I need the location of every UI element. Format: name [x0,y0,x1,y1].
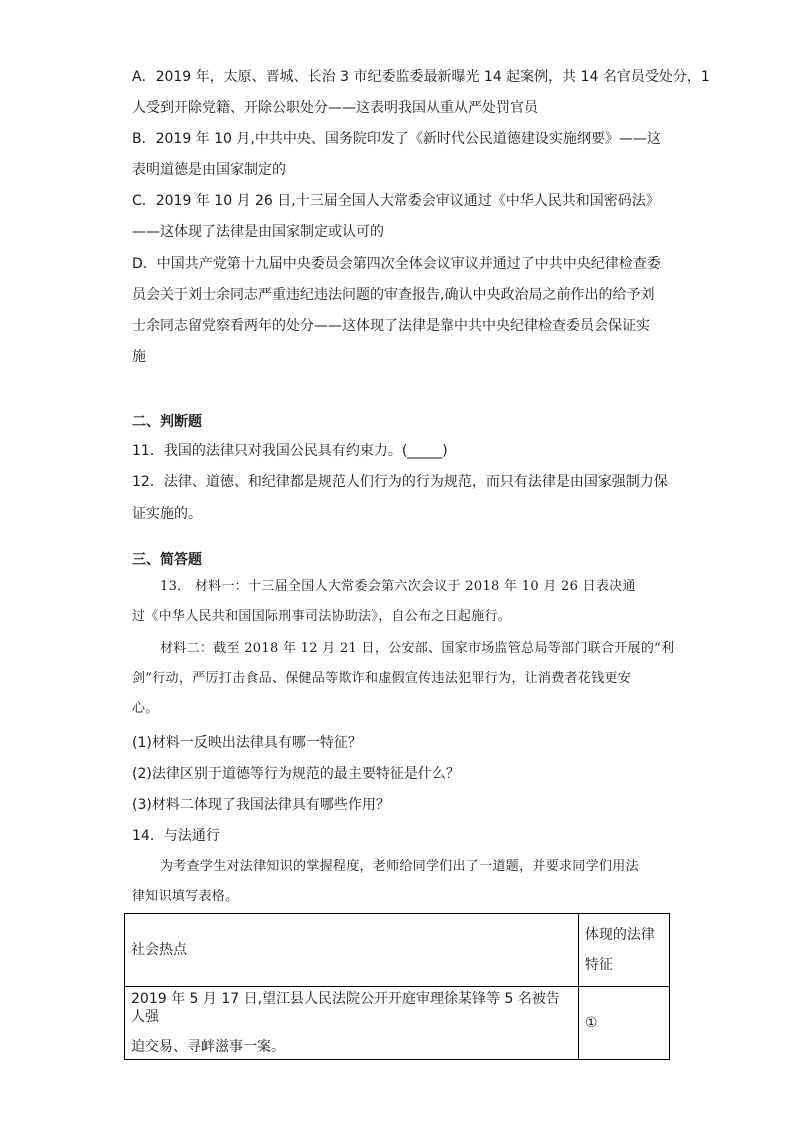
option-d-line3: 士余同志留党察看两年的处分——这体现了法律是靠中共中央纪律检查委员会保证实 [132,318,650,334]
row1-hotspot-line2: 迫交易、寻衅滋事一案。 [131,1039,285,1055]
q13-material1-line2: 过《中华人民共和国国际刑事司法协助法》，自公布之日起施行。 [132,609,512,624]
option-b-line2: 表明道德是由国家制定的 [132,162,286,178]
q13-sub2: (2)法律区别于道德等行为规范的最主要特征是什么？ [132,766,460,782]
q13-material1-line1: 13． 材料一：十三届全国人大常委会第六次会议于 2018 年 10 月 26 日表决通 [160,579,636,594]
option-d-line1: D．中国共产党第十九届中央委员会第四次全体会议审议并通过了中共中央纪律检查委 [132,256,661,272]
q14-title: 14．与法通行 [132,828,220,844]
row1-hotspot-line1: 2019 年 5 月 17 日,望江县人民法院公开开庭审理徐某锋等 5 名被告人强 [131,991,560,1025]
table-row [125,987,670,1060]
question-11: 11．我国的法律只对我国公民具有约束力。(_____) [132,443,448,459]
row1-hotspot [125,987,579,1060]
section-short-answer-title: 三、简答题 [132,552,202,568]
question-12-line2: 证实施的。 [132,506,202,522]
header-legal-feature-line2: 特征 [584,957,613,973]
option-b-line1: B．2019 年 10 月,中共中央、国务院印发了《新时代公民道德建设实施纲要》——这 [132,131,661,147]
q13-material2-line1: 材料二：截至 2018 年 12 月 21 日，公安部、国家市场监管总局等部门联合开展的“利 [160,641,675,656]
option-d-line2: 员会关于刘士余同志严重违纪违法问题的审查报告,确认中央政治局之前作出的给予刘 [132,287,655,303]
header-legal-feature-line1: 体现的法律 [584,927,655,943]
row1-answer-blank[interactable]: ① [578,987,669,1060]
q13-sub3: (3)材料二体现了我国法律具有哪些作用？ [132,797,390,813]
option-a-line1: A．2019 年，太原、晋城、长治 3 市纪委监委最新曝光 14 起案例，共 14 名官员受处分，1 [132,69,710,85]
question-12-line1: 12．法律、道德、和纪律都是规范人们行为的行为规范，而只有法律是由国家强制力保 [132,474,668,490]
q13-material2-line3: 心。 [132,701,159,716]
option-c-line1: C．2019 年 10 月 26 日,十三届全国人大常委会审议通过《中华人民共和国密码法》 [132,193,660,209]
q14-intro-line1: 为考查学生对法律知识的掌握程度，老师给同学们出了一道题，并要求同学们用法 [160,859,639,874]
q14-intro-line2: 律知识填写表格。 [132,889,239,904]
section-judgment-title: 二、判断题 [132,414,202,430]
header-legal-feature [578,914,669,987]
q13-material2-line2: 剑”行动，严厉打击食品、保健品等欺诈和虚假宣传违法犯罪行为，让消费者花钱更安 [132,671,632,686]
q13-sub1: (1)材料一反映出法律具有哪一特征？ [132,735,362,751]
option-c-line2: ——这体现了法律是由国家制定或认可的 [132,224,384,240]
table-header-row [125,914,670,987]
social-hotspot-table [124,913,670,1060]
option-a-line2: 人受到开除党籍、开除公职处分——这表明我国从重从严处罚官员 [132,100,538,116]
header-social-hotspot: 社会热点 [125,914,579,987]
option-d-line4: 施 [132,349,146,365]
